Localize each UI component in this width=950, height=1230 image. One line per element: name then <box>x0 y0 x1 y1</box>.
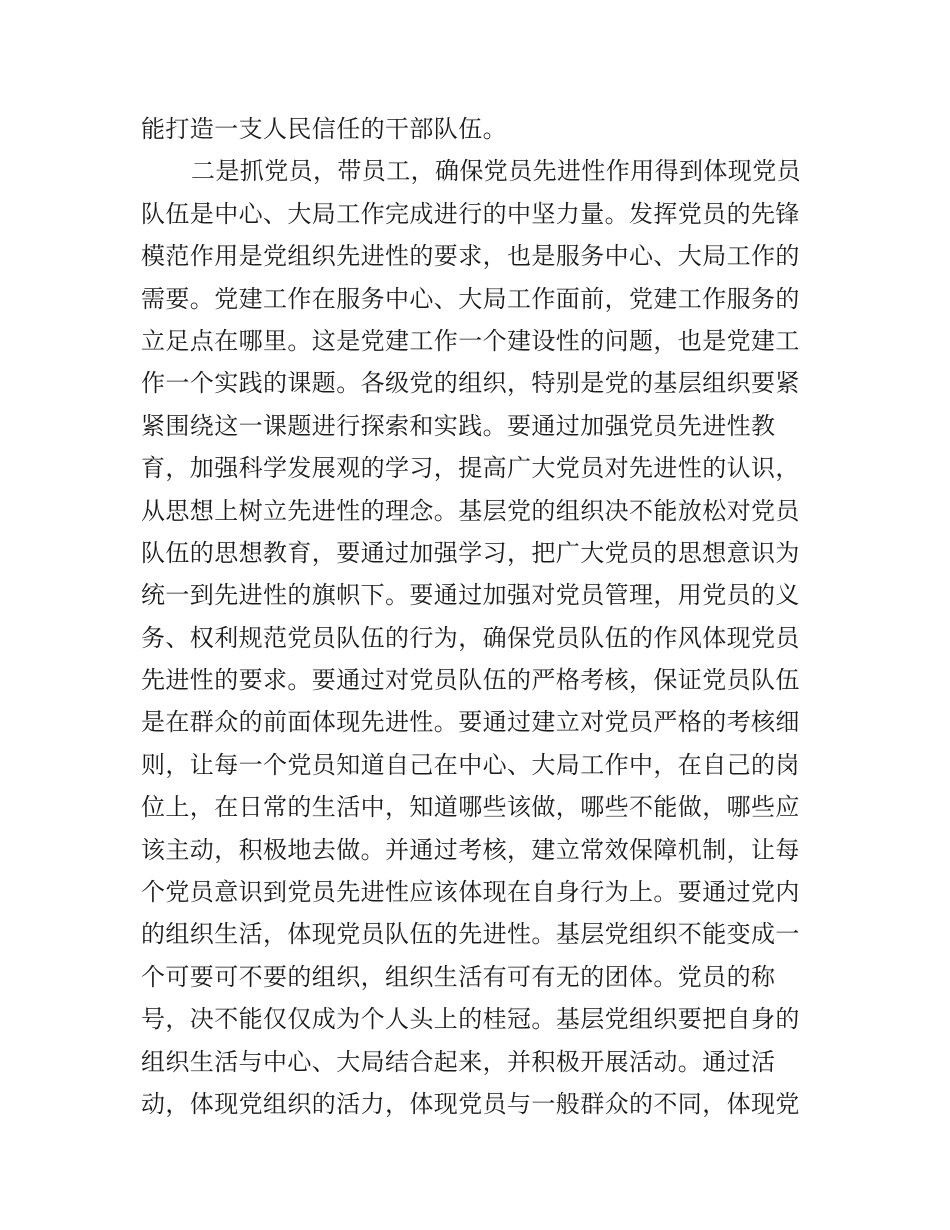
text-line: 队伍是中心、大局工作完成进行的中坚力量。发挥党员的先锋 <box>141 199 800 228</box>
text-line: 动，体现党组织的活力，体现党员与一般群众的不同，体现党 <box>141 1089 800 1118</box>
text-line: 号，决不能仅仅成为个人头上的桂冠。基层党组织要把自身的 <box>141 1005 800 1034</box>
text-line: 是在群众的前面体现先进性。要通过建立对党员严格的考核细 <box>141 708 800 737</box>
text-line: 能打造一支人民信任的干部队伍。 <box>141 115 507 143</box>
text-line: 需要。党建工作在服务中心、大局工作面前，党建工作服务的 <box>141 284 800 313</box>
text-line: 位上，在日常的生活中，知道哪些该做，哪些不能做，哪些应 <box>141 793 800 822</box>
text-line: 立足点在哪里。这是党建工作一个建设性的问题，也是党建工 <box>141 326 800 355</box>
text-line: 个党员意识到党员先进性应该体现在自身行为上。要通过党内 <box>141 878 800 907</box>
text-line: 该主动，积极地去做。并通过考核，建立常效保障机制，让每 <box>141 835 800 864</box>
text-line: 模范作用是党组织先进性的要求，也是服务中心、大局工作的 <box>141 242 800 271</box>
text-line: 作一个实践的课题。各级党的组织，特别是党的基层组织要紧 <box>141 369 800 398</box>
text-line: 统一到先进性的旗帜下。要通过加强对党员管理，用党员的义 <box>141 581 800 610</box>
body-text <box>141 108 821 1125</box>
text-line: 务、权利规范党员队伍的行为，确保党员队伍的作风体现党员 <box>141 623 800 652</box>
text-line: 先进性的要求。要通过对党员队伍的严格考核，保证党员队伍 <box>141 666 800 695</box>
text-line: 紧围绕这一课题进行探索和实践。要通过加强党员先进性教 <box>141 411 776 440</box>
text-line: 个可要可不要的组织，组织生活有可有无的团体。党员的称 <box>141 962 776 991</box>
text-line: 队伍的思想教育，要通过加强学习，把广大党员的思想意识为 <box>141 538 800 567</box>
paragraph-first-line: 二是抓党员，带员工，确保党员先进性作用得到体现党员 <box>191 157 801 186</box>
text-line: 则，让每一个党员知道自己在中心、大局工作中，在自己的岗 <box>141 750 800 779</box>
text-line: 的组织生活，体现党员队伍的先进性。基层党组织不能变成一 <box>141 920 800 949</box>
text-line: 育，加强科学发展观的学习，提高广大党员对先进性的认识， <box>141 454 800 483</box>
text-line: 从思想上树立先进性的理念。基层党的组织决不能放松对党员 <box>141 496 800 525</box>
text-line: 组织生活与中心、大局结合起来，并积极开展活动。通过活 <box>141 1047 776 1076</box>
